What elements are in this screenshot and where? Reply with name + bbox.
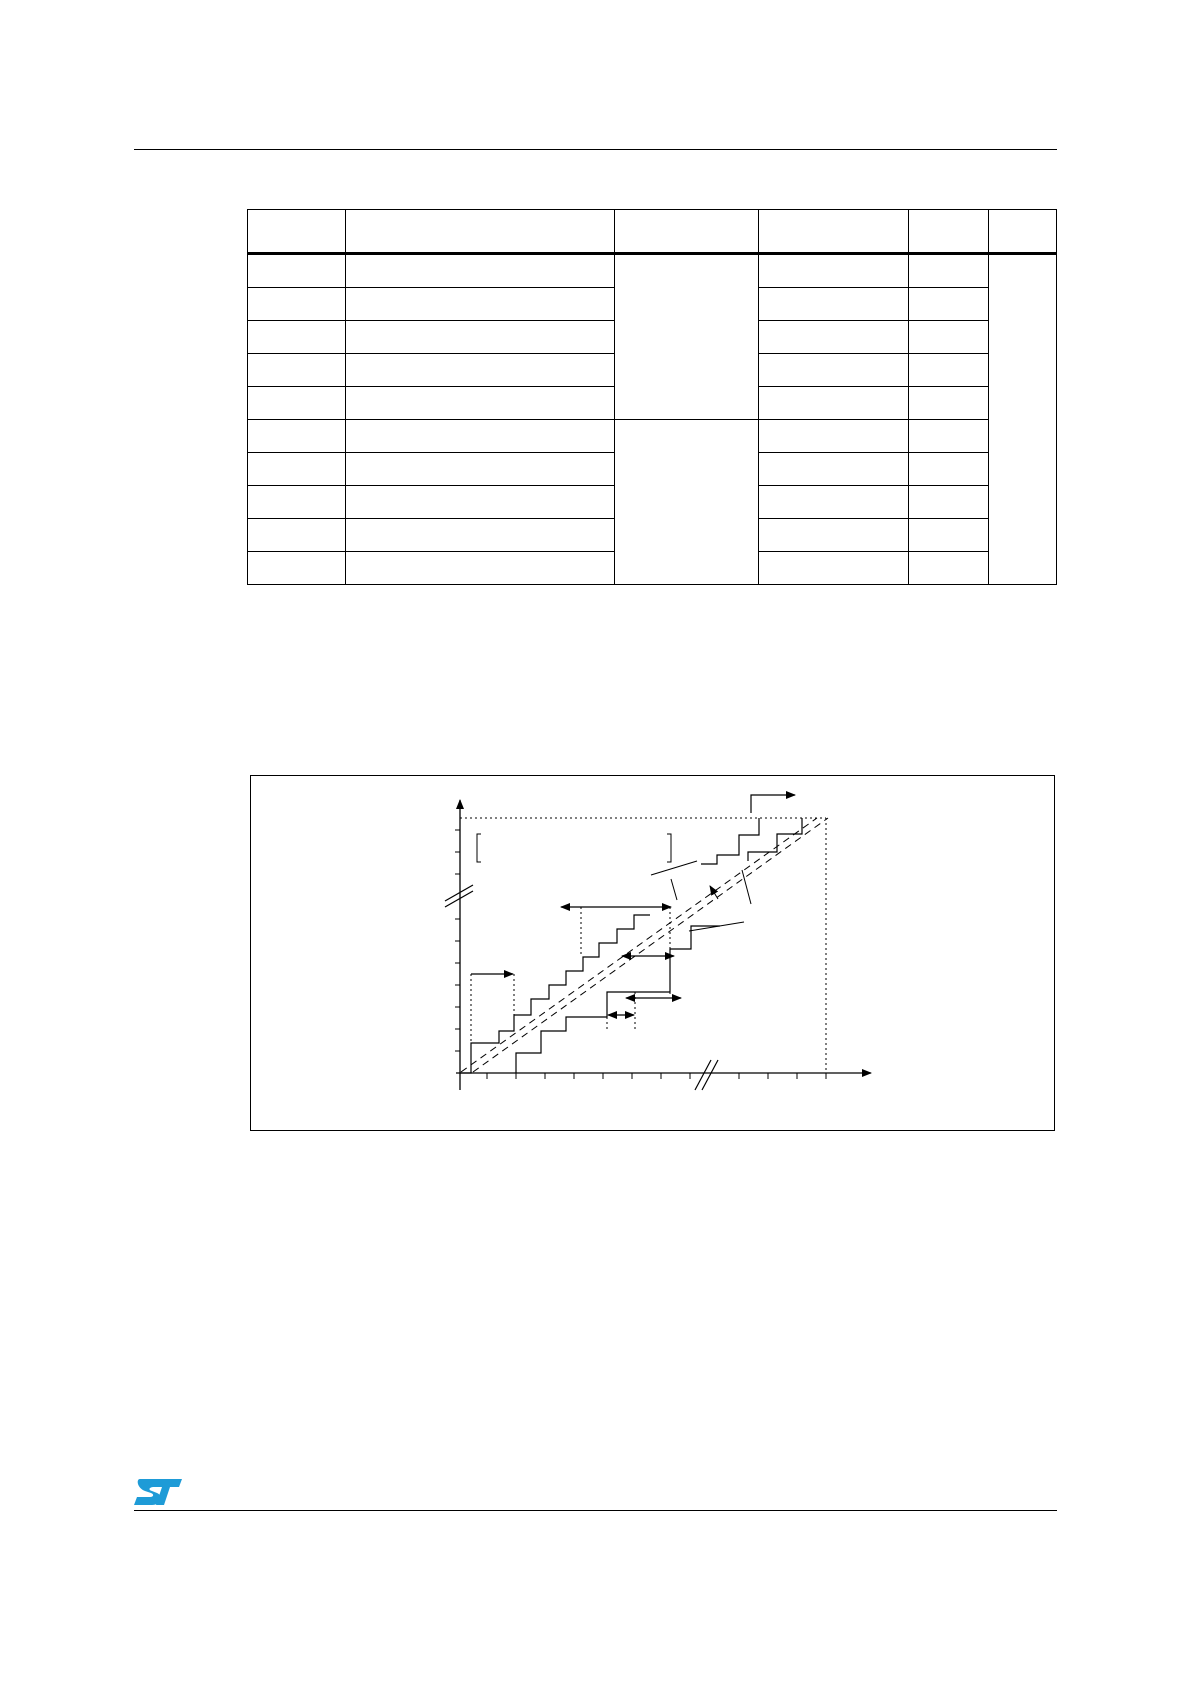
table-cell: [909, 387, 989, 420]
actual-staircase-top: [748, 818, 802, 861]
table-cell: [909, 254, 989, 288]
table-cell: [248, 354, 346, 387]
table-cell: [909, 519, 989, 552]
table-cell: [759, 387, 909, 420]
table-cell-merged: [989, 254, 1057, 585]
table-cell: [909, 288, 989, 321]
y-axis-break: [445, 885, 473, 907]
adc-transfer-figure: [250, 775, 1055, 1131]
header-cell: [615, 210, 759, 254]
header-cell: [248, 210, 346, 254]
table-cell: [909, 486, 989, 519]
full-scale-guide: [460, 818, 826, 1073]
transfer-characteristic-diagram: [251, 776, 1056, 1132]
table-cell-merged: [615, 254, 759, 420]
table-cell-merged: [615, 420, 759, 585]
table-cell: [248, 519, 346, 552]
table-cell: [248, 321, 346, 354]
table-cell: [759, 552, 909, 585]
table-cell: [346, 486, 615, 519]
spec-table: [247, 209, 1057, 585]
header-cell: [346, 210, 615, 254]
header-rule: [134, 149, 1057, 150]
ideal-staircase: [460, 915, 650, 1073]
table-cell: [346, 453, 615, 486]
label-bracket: [477, 834, 671, 862]
table-cell: [759, 321, 909, 354]
table-header-row: [248, 210, 1057, 254]
footer-rule: [134, 1510, 1057, 1511]
table-cell: [346, 420, 615, 453]
x-axis-break: [695, 1060, 718, 1090]
table-cell: [248, 288, 346, 321]
leader-lines: [651, 861, 751, 931]
header-cell: [909, 210, 989, 254]
table-cell: [346, 254, 615, 288]
table-cell: [346, 552, 615, 585]
st-logo: [132, 1475, 184, 1509]
table-cell: [909, 453, 989, 486]
step-guides: [471, 907, 670, 1073]
ideal-transfer-lines: [461, 818, 828, 1072]
table-cell: [346, 354, 615, 387]
table-cell: [909, 552, 989, 585]
table-cell: [759, 420, 909, 453]
y-axis-ticks: [455, 830, 460, 1051]
table-cell: [909, 420, 989, 453]
table-cell: [346, 321, 615, 354]
table-cell: [248, 420, 346, 453]
header-cell: [759, 210, 909, 254]
table-cell: [909, 321, 989, 354]
dimension-arrows: [471, 795, 795, 1015]
table-row: [248, 254, 1057, 288]
table-cell: [759, 453, 909, 486]
table-cell: [248, 552, 346, 585]
table-row: [248, 420, 1057, 453]
table-cell: [248, 453, 346, 486]
table-cell: [759, 254, 909, 288]
table-cell: [759, 288, 909, 321]
table-cell: [909, 354, 989, 387]
table-cell: [759, 486, 909, 519]
table-cell: [248, 387, 346, 420]
header-cell: [989, 210, 1057, 254]
table-cell: [346, 387, 615, 420]
table-cell: [248, 254, 346, 288]
table-cell: [346, 519, 615, 552]
table-cell: [759, 519, 909, 552]
table-cell: [248, 486, 346, 519]
x-axis-ticks: [487, 1073, 826, 1079]
table-cell: [759, 354, 909, 387]
table-cell: [346, 288, 615, 321]
ideal-staircase-top: [701, 818, 759, 864]
